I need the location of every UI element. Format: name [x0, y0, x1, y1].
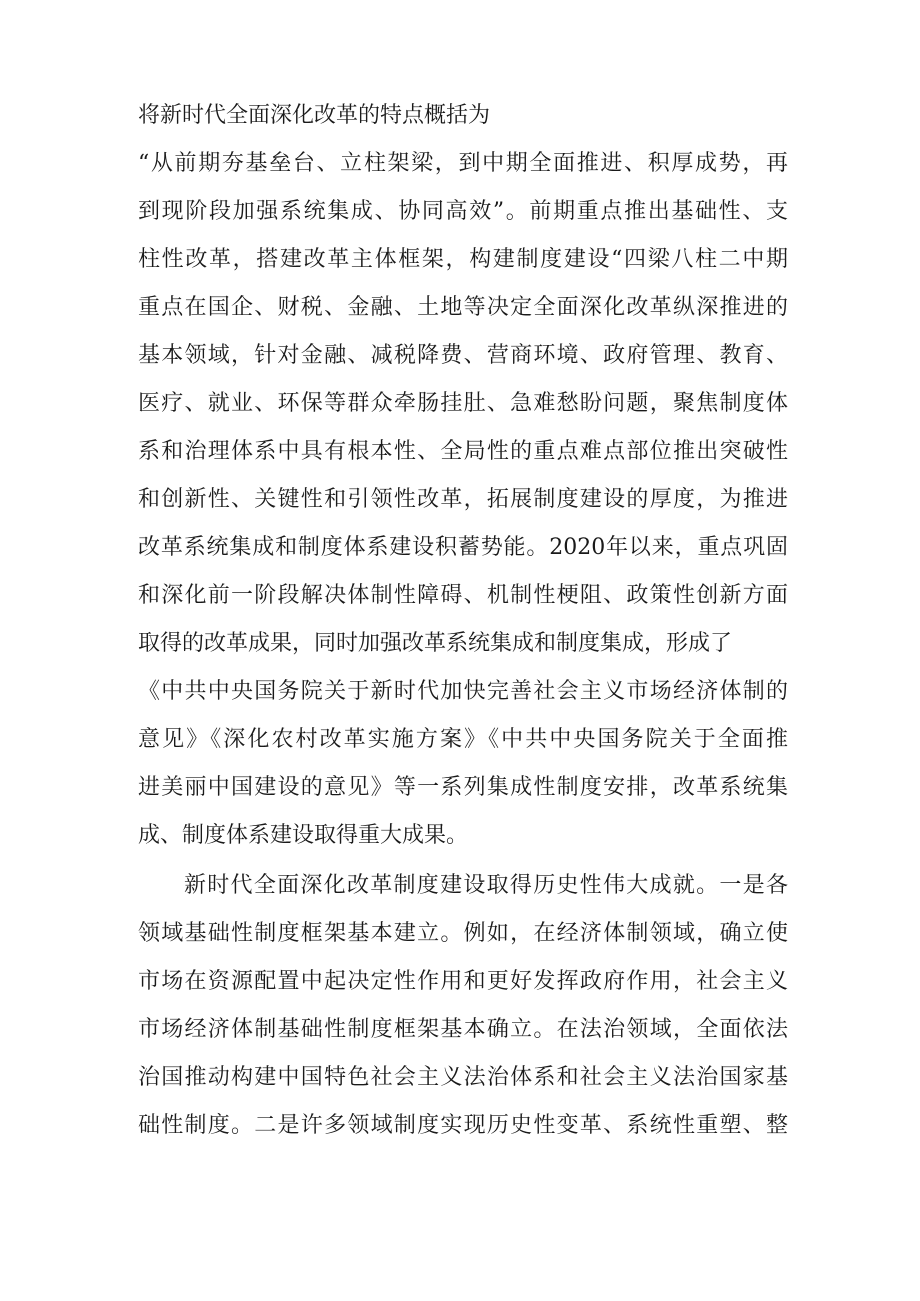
text-line-21: 治国推动构建中国特色社会主义法治体系和社会主义法治国家基: [138, 1065, 788, 1090]
text-line-13: 《中共中央国务院关于新时代加快完善社会主义市场经济体制的: [138, 679, 788, 704]
text-line-20: 市场经济体制基础性制度框架基本确立。在法治领域，全面依法: [138, 1017, 788, 1042]
text-line-19: 市场在资源配置中起决定性作用和更好发挥政府作用，社会主义: [138, 969, 788, 994]
text-line-17: 新时代全面深化改革制度建设取得历史性伟大成就。一是各: [184, 873, 788, 898]
text-line-3: 到现阶段加强系统集成、协同高效”。前期重点推出基础性、支: [138, 199, 788, 224]
text-line-4: 柱性改革，搭建改革主体框架，构建制度建设“四梁八柱二中期: [138, 247, 788, 272]
text-line-9: 和创新性、关键性和引领性改革，拓展制度建设的厚度，为推进: [138, 487, 788, 512]
text-line-18: 领域基础性制度框架基本建立。例如，在经济体制领域，确立使: [138, 921, 788, 946]
text-line-8: 系和治理体系中具有根本性、全局性的重点难点部位推出突破性: [138, 439, 788, 464]
text-line-22: 础性制度。二是许多领域制度实现历史性变革、系统性重塑、整: [138, 1113, 788, 1138]
text-line-16: 成、制度体系建设取得重大成果。: [138, 823, 469, 848]
text-line-10: 改革系统集成和制度体系建设积蓄势能。2020年以来，重点巩固: [138, 535, 788, 560]
text-line-14: 意见》《深化农村改革实施方案》《中共中央国务院关于全面推: [138, 727, 788, 752]
text-line-15: 进美丽中国建设的意见》等一系列集成性制度安排，改革系统集: [138, 775, 788, 800]
text-line-7: 医疗、就业、环保等群众牵肠挂肚、急难愁盼问题，聚焦制度体: [138, 391, 788, 416]
text-line-5: 重点在国企、财税、金融、土地等决定全面深化改革纵深推进的: [138, 295, 788, 320]
text-line-11: 和深化前一阶段解决体制性障碍、机制性梗阻、政策性创新方面: [138, 583, 788, 608]
text-line-6: 基本领域，针对金融、减税降费、营商环境、政府管理、教育、: [138, 343, 788, 368]
text-line-12: 取得的改革成果，同时加强改革系统集成和制度集成，形成了: [138, 631, 733, 656]
text-line-2: “从前期夯基垒台、立柱架梁，到中期全面推进、积厚成势，再: [138, 151, 788, 176]
text-line-1: 将新时代全面深化改革的特点概括为: [138, 103, 491, 128]
